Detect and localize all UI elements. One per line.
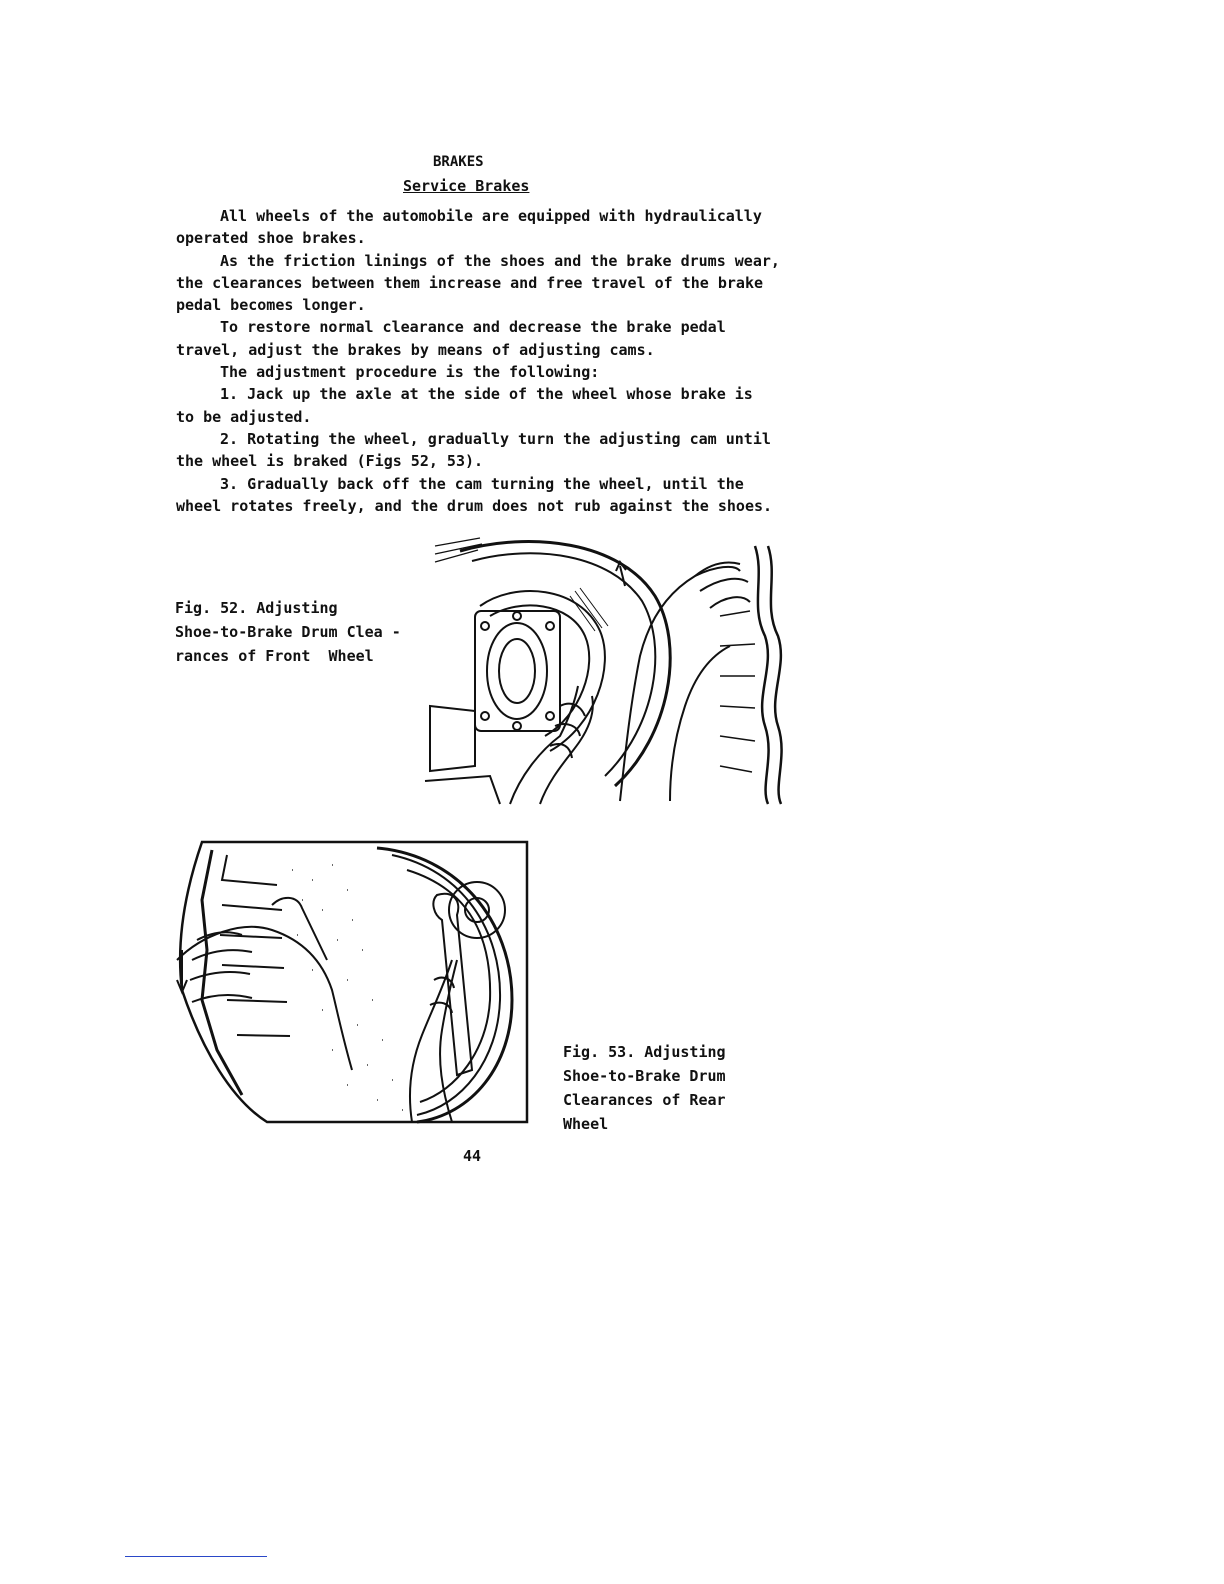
fig53-illustration xyxy=(172,840,530,1127)
body-text xyxy=(176,205,806,517)
paragraph-2: As the friction linings of the shoes and the brake drums wear, the clearances between them increase and free travel of the brake pedal becomes longer. xyxy=(176,251,780,315)
fig53-caption: Fig. 53. Adjusting Shoe-to-Brake Drum Clearances of Rear Wheel xyxy=(563,1043,726,1133)
fig52-caption: Fig. 52. Adjusting Shoe-to-Brake Drum Clea - rances of Front Wheel xyxy=(175,599,401,665)
paragraph-3: To restore normal clearance and decrease the brake pedal travel, adjust the brakes by means of adjusting cams. xyxy=(176,318,726,359)
step-1: 1. Jack up the axle at the side of the wheel whose brake is to be adjusted. xyxy=(176,385,753,426)
footnote-rule xyxy=(125,1556,267,1557)
section-title: BRAKES xyxy=(433,154,484,170)
paragraph-1: All wheels of the automobile are equipped with hydraulically operated shoe brakes. xyxy=(176,207,762,248)
page-number: 44 xyxy=(463,1147,482,1165)
step-3: 3. Gradually back off the cam turning the wheel, until the wheel rotates freely, and the drum does not rub against the shoes. xyxy=(176,474,773,515)
fig52-illustration xyxy=(420,536,785,806)
subsection-title: Service Brakes xyxy=(403,177,530,195)
paragraph-4: The adjustment procedure is the following: xyxy=(220,363,600,382)
step-2: 2. Rotating the wheel, gradually turn the adjusting cam until the wheel is braked (Figs 52, 53). xyxy=(176,429,771,471)
